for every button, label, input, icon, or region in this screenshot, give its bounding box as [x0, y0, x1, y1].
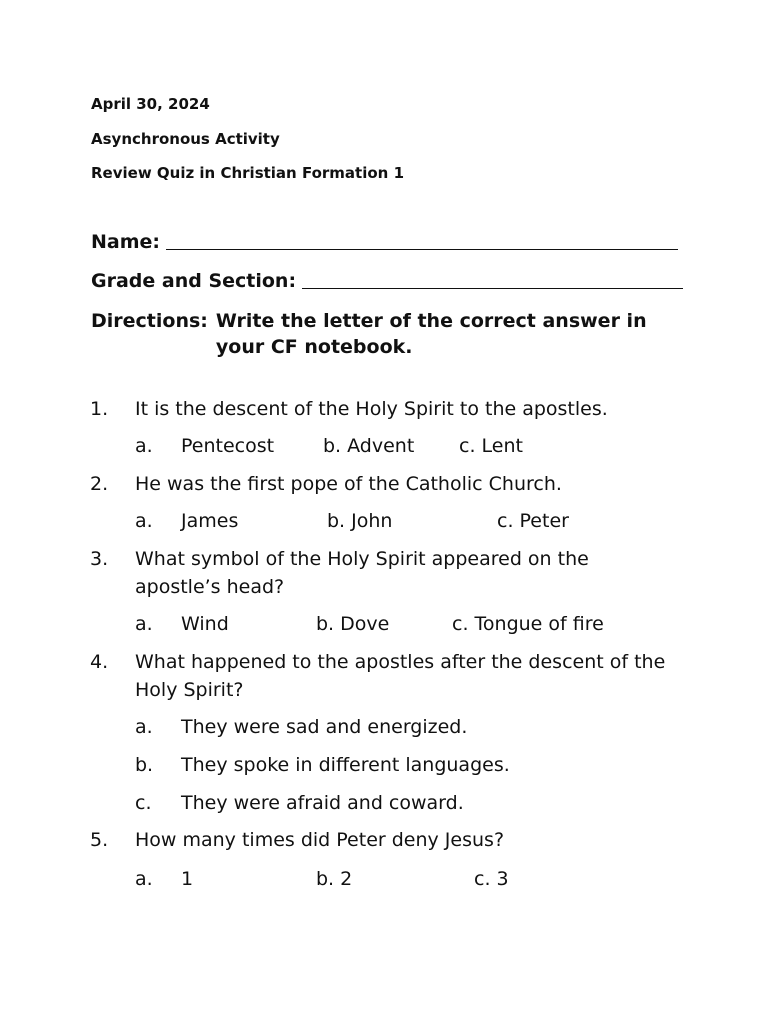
option-c: c. Lent — [459, 435, 523, 457]
question-number: 5. — [90, 829, 109, 851]
option-letter-a: a. — [135, 435, 153, 457]
question-number: 1. — [90, 398, 109, 420]
grade-section-blank-line[interactable] — [302, 270, 683, 289]
name-blank-line[interactable] — [166, 231, 678, 250]
grade-section-field[interactable] — [91, 270, 683, 292]
option-b: b. Dove — [316, 613, 390, 635]
question-number: 4. — [90, 651, 109, 673]
directions — [91, 308, 686, 360]
option-c: c. Tongue of fire — [452, 613, 604, 635]
option-b: b. 2 — [316, 868, 353, 890]
option-a: 1 — [181, 868, 194, 890]
option-a: James — [181, 510, 239, 532]
name-label: Name: — [91, 231, 161, 253]
question-text: What happened to the apostles after the descent of the Holy Spirit? — [135, 651, 666, 701]
question-text: He was the first pope of the Catholic Church. — [135, 473, 562, 495]
name-field[interactable] — [91, 231, 678, 253]
option-c: They were afraid and coward. — [181, 792, 464, 814]
option-b: b. Advent — [323, 435, 415, 457]
question-text: How many times did Peter deny Jesus? — [135, 829, 505, 851]
option-letter-a: a. — [135, 868, 153, 890]
option-a: Wind — [181, 613, 229, 635]
grade-section-label: Grade and Section: — [91, 270, 297, 292]
question-text: It is the descent of the Holy Spirit to the apostles. — [135, 398, 608, 420]
option-a: Pentecost — [181, 435, 275, 457]
quiz-title: Review Quiz in Christian Formation 1 — [91, 164, 405, 182]
activity-line: Asynchronous Activity — [91, 130, 280, 148]
option-b: They spoke in different languages. — [181, 754, 510, 776]
option-b: b. John — [327, 510, 393, 532]
option-letter-a: a. — [135, 716, 153, 738]
option-c: c. Peter — [497, 510, 569, 532]
date-line: April 30, 2024 — [91, 95, 210, 113]
option-a: They were sad and energized. — [181, 716, 468, 738]
directions-text: Write the letter of the correct answer in your CF notebook. — [215, 310, 647, 358]
option-letter-a: a. — [135, 510, 153, 532]
option-letter-c: c. — [135, 792, 152, 814]
question-number: 3. — [90, 548, 109, 570]
question-text: What symbol of the Holy Spirit appeared on the apostle’s head? — [135, 548, 589, 598]
option-letter-b: b. — [135, 754, 154, 776]
option-c: c. 3 — [474, 868, 509, 890]
option-letter-a: a. — [135, 613, 153, 635]
directions-label: Directions: — [91, 310, 208, 332]
question-number: 2. — [90, 473, 109, 495]
